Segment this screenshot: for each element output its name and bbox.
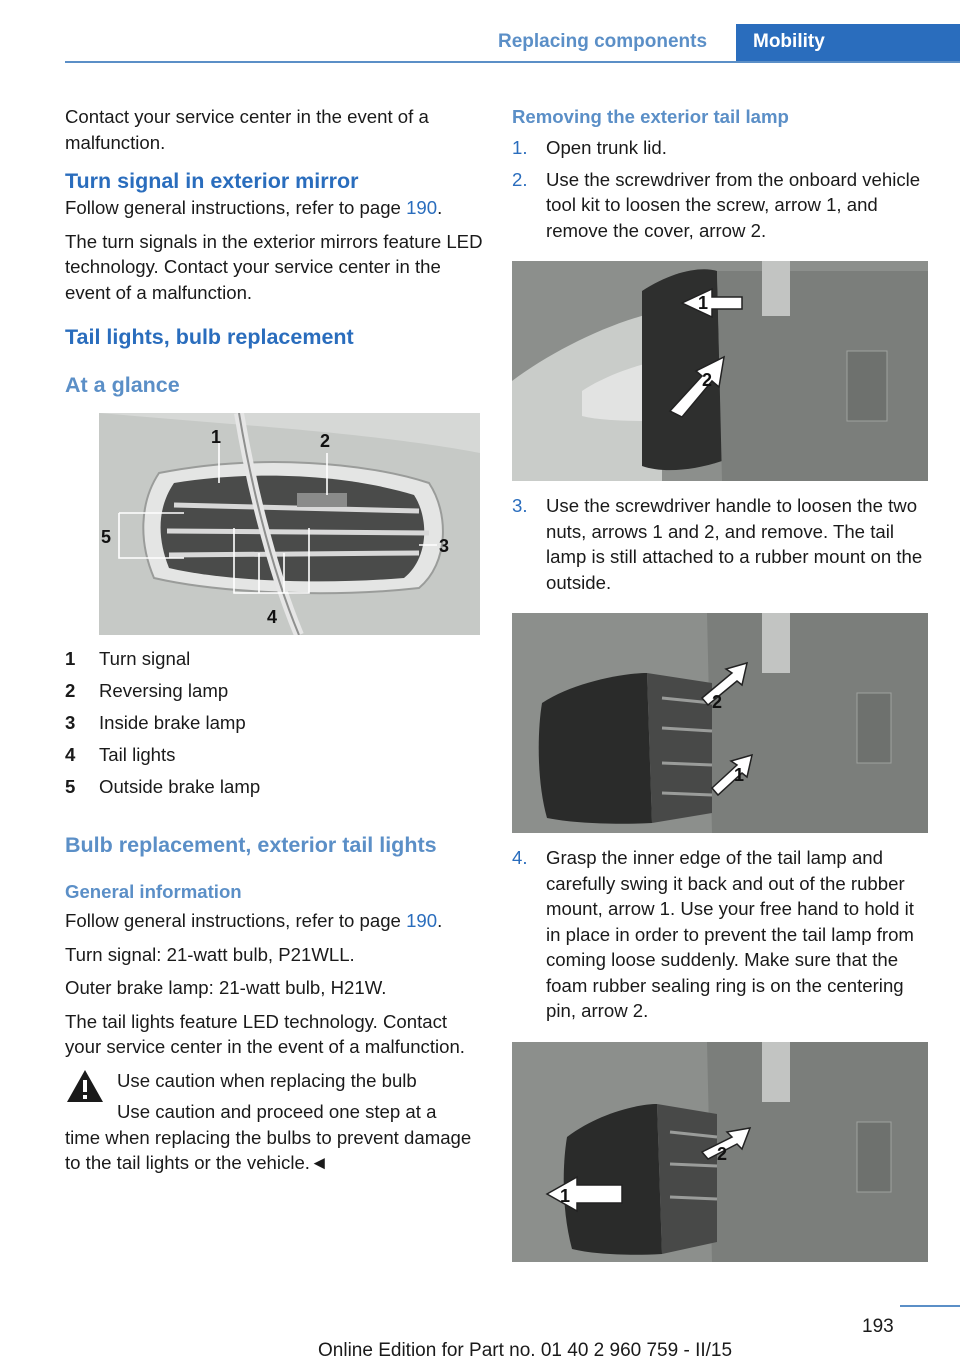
warning-title: Use caution when replacing the bulb	[117, 1069, 417, 1091]
turn-signal-bulb-spec: Turn signal: 21-watt bulb, P21WLL.	[65, 943, 355, 965]
warning-block	[65, 1068, 483, 1176]
figure-remove-cover	[512, 261, 928, 481]
header-chapter-tab: Mobility	[736, 24, 960, 63]
figure-arrow-label: 2	[712, 692, 723, 712]
warning-triangle-icon	[65, 1068, 105, 1104]
footer-edition: Online Edition for Part no. 01 40 2 960 759 - II/15	[318, 1340, 733, 1361]
removing-tail-lamp-heading: Removing the exterior tail lamp	[512, 106, 789, 127]
figure-legend	[65, 643, 483, 803]
general-information-heading: General information	[65, 881, 242, 902]
legend-item: 5 Outside brake lamp	[65, 776, 261, 797]
general-reference: Follow general instructions, refer to page 190.	[65, 910, 443, 931]
intro-text: Contact your service center in the event of a malfunction.	[65, 106, 429, 153]
tail-light-overview-figure	[99, 413, 480, 635]
figure-arrow-label: 1	[698, 293, 709, 313]
step-item: 4. Grasp the inner edge of the tail lamp and carefully swing it back and out of the rubber mount, arrow 1. Use your free hand to hold it in place in order to prevent the tail lamp from coming loose suddenly. Make sure that the foam rubber sealing ring is on the centering pin, arrow 2.	[512, 847, 914, 1021]
turn-signal-mirror-heading: Turn signal in exterior mirror	[65, 169, 359, 193]
figure-remove-nuts	[512, 613, 928, 833]
reference-prefix: Follow general instructions, refer to page	[65, 197, 407, 218]
page-number: 193	[862, 1316, 894, 1337]
left-column	[65, 104, 483, 1176]
header-rule	[65, 61, 960, 63]
page-link-190[interactable]: 190	[406, 910, 438, 931]
step-item: 3. Use the screwdriver handle to loosen the two nuts, arrows 1 and 2, and remove. The tail lamp is still attached to a rubber mount on the outside.	[512, 495, 923, 593]
figure-label-5: 5	[101, 527, 112, 547]
removal-steps	[512, 135, 928, 243]
right-column	[512, 104, 928, 1262]
figure-label-4: 4	[267, 607, 278, 627]
page-link-190[interactable]: 190	[406, 197, 438, 218]
warning-text: time when replacing the bulbs to prevent damage to the tail lights or the vehicle.◄	[65, 1126, 472, 1173]
figure-arrow-label: 1	[734, 765, 745, 785]
figure-label-3: 3	[439, 536, 450, 556]
figure-swing-out-lamp	[512, 1042, 928, 1262]
turn-signal-description: The turn signals in the exterior mirrors feature LED technology. Contact your service center in the event of a malfunction.	[65, 230, 483, 303]
turn-signal-reference: Follow general instructions, refer to page 190.	[65, 197, 443, 218]
reference-prefix: Follow general instructions, refer to page	[65, 910, 407, 931]
tail-lights-heading: Tail lights, bulb replacement	[65, 325, 354, 349]
at-a-glance-heading: At a glance	[65, 373, 180, 397]
legend-item: 3 Inside brake lamp	[65, 712, 246, 733]
figure-arrow-label: 2	[717, 1143, 728, 1164]
legend-item: 2 Reversing lamp	[65, 680, 229, 701]
figure-arrow-label: 2	[702, 370, 713, 390]
legend-item: 4 Tail lights	[65, 744, 176, 765]
figure-label-1: 1	[211, 427, 222, 447]
figure-label-2: 2	[320, 431, 331, 451]
warning-text-first-line: Use caution and proceed one step at a	[117, 1101, 437, 1122]
step-item: 1. Open trunk lid.	[512, 137, 667, 158]
outer-brake-bulb-spec: Outer brake lamp: 21-watt bulb, H21W.	[65, 977, 387, 998]
footer-rule	[900, 1305, 960, 1307]
bulb-replacement-heading: Bulb replacement, exterior tail lights	[65, 833, 437, 857]
figure-arrow-label: 1	[560, 1185, 571, 1206]
header-section-title: Replacing components	[498, 31, 708, 52]
led-technology-text: The tail lights feature LED technology. Contact your service center in the event of a malfunction.	[65, 1010, 465, 1057]
step-item: 2. Use the screwdriver from the onboard vehicle tool kit to loosen the screw, arrow 1, and remove the cover, arrow 2.	[512, 168, 921, 241]
legend-item: 1 Turn signal	[65, 648, 191, 669]
